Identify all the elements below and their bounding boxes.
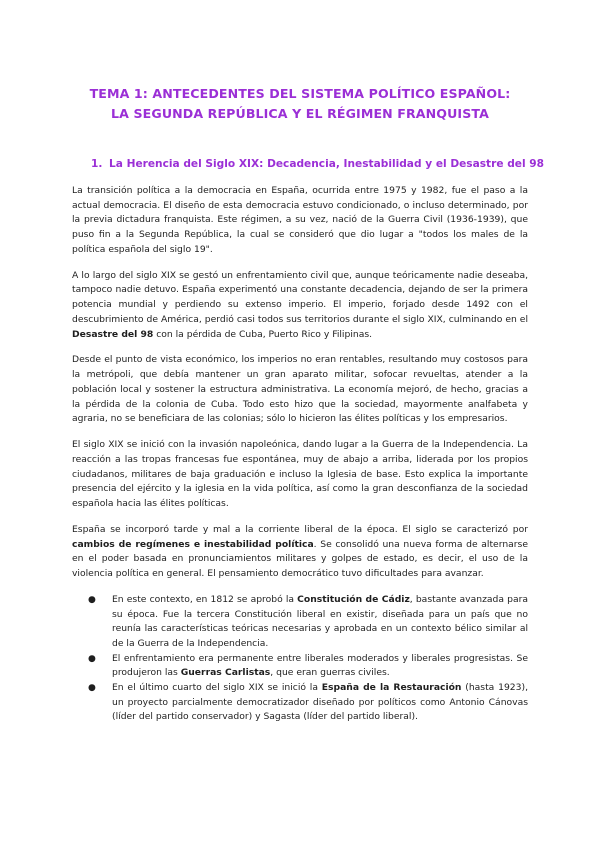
bullet-list	[72, 593, 528, 725]
bullet-icon: ●	[88, 683, 96, 694]
paragraph-5-text-b: . Se consolidó una nueva forma de alternarse en el poder basada en pronunciamientos militares y golpes de estado, es decir, el uso de la violencia política en general. El pensamiento democrático tuvo dificultades para avanzar.	[72, 538, 528, 579]
bullet-2-text-a: El enfrentamiento era permanente entre liberales moderados y liberales progresistas. Se produjeron las	[112, 652, 528, 679]
paragraph-2	[72, 269, 528, 343]
paragraph-5-text-a: España se incorporó tarde y mal a la corriente liberal de la época. El siglo se caracterizó por	[72, 523, 528, 535]
bullet-3-text-b: (hasta 1923), un proyecto parcialmente democratizador diseñado por políticos como Antonio Cánovas (líder del partido conservador) y Sagasta (líder del partido liberal).	[112, 682, 528, 723]
bullet-1-bold: Constitución de Cádiz	[297, 593, 410, 605]
section-heading	[91, 156, 551, 172]
bullet-3-text-a: En el último cuarto del siglo XIX se inició la	[112, 682, 322, 694]
bullet-icon: ●	[88, 653, 96, 664]
bullet-1-text-a: En este contexto, en 1812 se aprobó la	[112, 593, 298, 605]
document-body	[72, 184, 528, 725]
paragraph-5-bold: cambios de regímenes e inestabilidad política	[72, 538, 314, 550]
section-title: La Herencia del Siglo XIX: Decadencia, Inestabilidad y el Desastre del 98	[109, 158, 545, 170]
paragraph-2-text-b: con la pérdida de Cuba, Puerto Rico y Filipinas.	[153, 328, 373, 340]
title-line-1: TEMA 1: ANTECEDENTES DEL SISTEMA POLÍTICO ESPAÑOL:	[89, 86, 511, 101]
bullet-2-text-b: , que eran guerras civiles.	[270, 667, 390, 679]
page-title	[40, 84, 560, 124]
section-number: 1.	[91, 158, 103, 170]
paragraph-2-text-a: A lo largo del siglo XIX se gestó un enfrentamiento civil que, aunque teóricamente nadie deseaba, tampoco nadie detuvo. España experimentó una constante decadencia, dejando de ser la primera potencia mundial y perdiendo su extenso imperio. El imperio, forjado desde 1492 con el descubrimiento de América, perdió casi todos sus territorios durante el siglo XIX, culminando en el	[72, 269, 528, 325]
bullet-2-bold: Guerras Carlistas	[180, 667, 271, 679]
list-item	[72, 652, 528, 681]
bullet-1-text-b: , bastante avanzada para su época. Fue la tercera Constitución liberal en existir, diseñada para un país que no reunía las características teóricas necesarias y aprobada en un contexto bélico similar al de la Guerra de la Independencia.	[112, 593, 528, 649]
paragraph-2-bold: Desastre del 98	[72, 328, 154, 340]
paragraph-5	[72, 523, 528, 582]
paragraph-3: Desde el punto de vista económico, los imperios no eran rentables, resultando muy costosos para la metrópoli, que debía mantener un gran aparato militar, sofocar revueltas, atender a la población local y sostener la estructura administrativa. La economía mejoró, de hecho, gracias a la pérdida de la colonia de Cuba. Todo esto hizo que la sociedad, mayormente analfabeta y agraria, no se beneficiara de las colonias; sólo lo hicieron las élites políticas y los empresarios.	[72, 354, 528, 425]
title-line-2: LA SEGUNDA REPÚBLICA Y EL RÉGIMEN FRANQUISTA	[111, 106, 489, 121]
paragraph-4: El siglo XIX se inició con la invasión napoleónica, dando lugar a la Guerra de la Independencia. La reacción a las tropas francesas fue espontánea, muy de abajo a arriba, liderada por los propios ciudadanos, militares de baja graduación e incluso la Iglesia de base. Esto explica la importante presencia del ejército y la iglesia en la vida política, así como la gran desconfianza de la sociedad española hacia las élites políticas.	[72, 439, 528, 509]
bullet-3-bold: España de la Restauración	[321, 682, 462, 694]
list-item	[72, 681, 528, 725]
bullet-icon: ●	[88, 594, 96, 605]
paragraph-1: La transición política a la democracia en España, ocurrida entre 1975 y 1982, fue el paso a la actual democracia. El diseño de esta democracia estuvo condicionado, o incluso determinado, por la previa dictadura franquista. Este régimen, a su vez, nació de la Guerra Civil (1936-1939), que puso fin a la Segunda República, la cual se consideró que dio lugar a "todos los males de la política española del siglo 19".	[72, 185, 528, 255]
list-item	[72, 593, 528, 652]
